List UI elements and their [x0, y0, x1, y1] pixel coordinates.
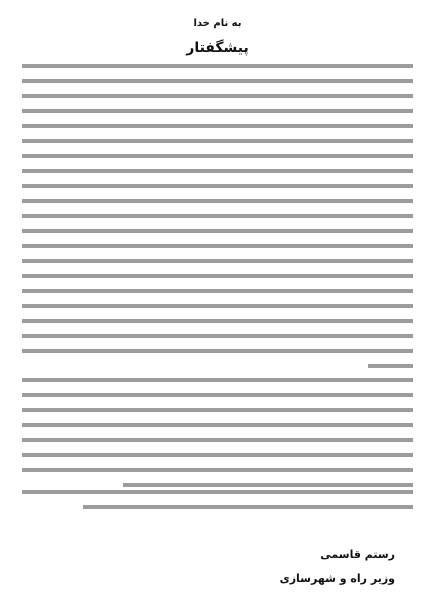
text-line-placeholder — [22, 408, 413, 412]
page-title: پیشگفتار — [186, 40, 249, 56]
paragraph-1 — [22, 64, 413, 379]
text-line-placeholder — [22, 468, 413, 472]
text-line-placeholder — [22, 109, 413, 113]
text-line-placeholder — [22, 423, 413, 427]
text-line-placeholder — [22, 154, 413, 158]
text-line-placeholder — [368, 364, 413, 368]
text-line-placeholder — [22, 438, 413, 442]
paragraph-2 — [22, 378, 413, 498]
text-line-placeholder — [22, 319, 413, 323]
text-line-placeholder — [22, 244, 413, 248]
text-line-placeholder — [22, 184, 413, 188]
text-line-placeholder — [22, 304, 413, 308]
signature-name: رستم قاسمی — [320, 548, 395, 561]
text-line-placeholder — [83, 505, 413, 509]
text-line-placeholder — [22, 334, 413, 338]
text-line-placeholder — [22, 214, 413, 218]
text-line-placeholder — [123, 483, 413, 487]
paragraph-3 — [22, 490, 413, 520]
text-line-placeholder — [22, 79, 413, 83]
text-line-placeholder — [22, 349, 413, 353]
text-line-placeholder — [22, 274, 413, 278]
text-line-placeholder — [22, 229, 413, 233]
text-line-placeholder — [22, 453, 413, 457]
basmala-heading: به نام خدا — [193, 18, 242, 29]
text-line-placeholder — [22, 64, 413, 68]
text-line-placeholder — [22, 94, 413, 98]
text-line-placeholder — [22, 199, 413, 203]
text-line-placeholder — [22, 378, 413, 382]
text-line-placeholder — [22, 393, 413, 397]
text-line-placeholder — [22, 124, 413, 128]
text-line-placeholder — [22, 259, 413, 263]
text-line-placeholder — [22, 289, 413, 293]
signature-role: وزیر راه و شهرسازی — [279, 572, 395, 585]
text-line-placeholder — [22, 490, 413, 494]
text-line-placeholder — [22, 139, 413, 143]
text-line-placeholder — [22, 169, 413, 173]
